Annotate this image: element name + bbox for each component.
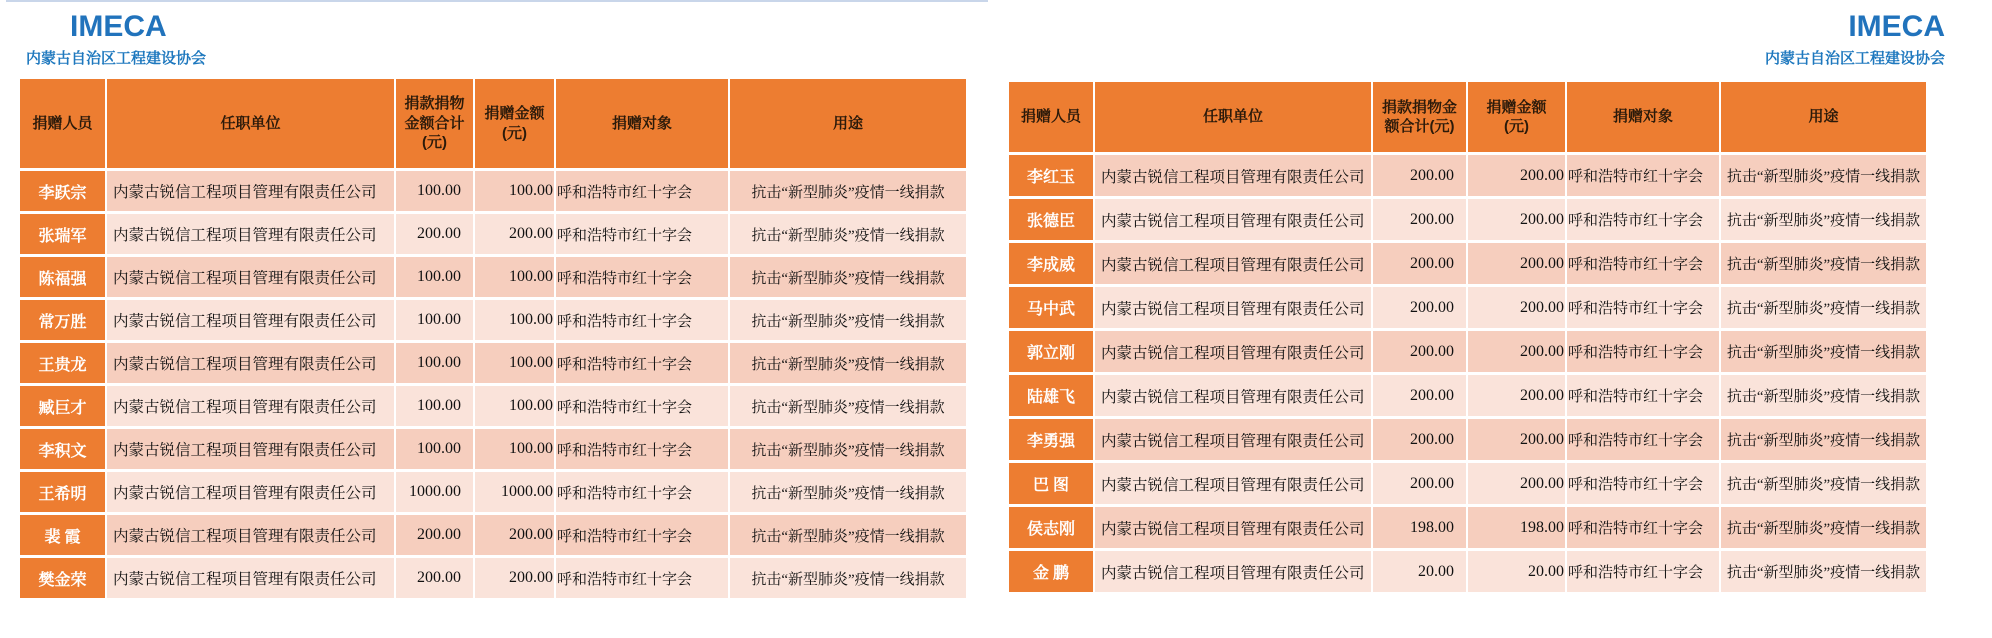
table-row xyxy=(20,214,966,254)
table-row xyxy=(20,386,966,426)
left-panel-top-border xyxy=(6,0,988,2)
donor-name-cell: 李勇强 xyxy=(1009,419,1093,460)
col-header-target: 捐赠对象 xyxy=(556,79,728,168)
unit-cell: 内蒙古锐信工程项目管理有限责任公司 xyxy=(1095,287,1371,328)
unit-cell: 内蒙古锐信工程项目管理有限责任公司 xyxy=(107,343,394,383)
table-row xyxy=(20,257,966,297)
target-cell: 呼和浩特市红十字会 xyxy=(1567,199,1719,240)
col-header-total: 捐款捐物金额合计(元) xyxy=(1373,82,1466,152)
purpose-cell: 抗击“新型肺炎”疫情一线捐款 xyxy=(730,558,966,598)
total-amount-cell: 200.00 xyxy=(1373,155,1466,196)
donation-amount-cell: 200.00 xyxy=(1468,375,1565,416)
target-cell: 呼和浩特市红十字会 xyxy=(1567,243,1719,284)
total-amount-cell: 198.00 xyxy=(1373,507,1466,548)
target-cell: 呼和浩特市红十字会 xyxy=(1567,551,1719,592)
logo-subtitle: 内蒙古自治区工程建设协会 xyxy=(26,50,207,67)
unit-cell: 内蒙古锐信工程项目管理有限责任公司 xyxy=(1095,507,1371,548)
total-amount-cell: 20.00 xyxy=(1373,551,1466,592)
imeca-logo-left xyxy=(0,12,500,66)
purpose-cell: 抗击“新型肺炎”疫情一线捐款 xyxy=(1721,507,1926,548)
total-amount-cell: 200.00 xyxy=(1373,243,1466,284)
target-cell: 呼和浩特市红十字会 xyxy=(556,214,728,254)
unit-cell: 内蒙古锐信工程项目管理有限责任公司 xyxy=(107,214,394,254)
donation-amount-cell: 200.00 xyxy=(475,214,554,254)
donation-amount-cell: 100.00 xyxy=(475,386,554,426)
donation-amount-cell: 200.00 xyxy=(1468,287,1565,328)
total-amount-cell: 200.00 xyxy=(396,515,473,555)
col-header-target: 捐赠对象 xyxy=(1567,82,1719,152)
target-cell: 呼和浩特市红十字会 xyxy=(556,386,728,426)
purpose-cell: 抗击“新型肺炎”疫情一线捐款 xyxy=(730,343,966,383)
purpose-cell: 抗击“新型肺炎”疫情一线捐款 xyxy=(730,171,966,211)
donor-name-cell: 张德臣 xyxy=(1009,199,1093,240)
donation-amount-cell: 1000.00 xyxy=(475,472,554,512)
target-cell: 呼和浩特市红十字会 xyxy=(556,429,728,469)
donor-name-cell: 裴 霞 xyxy=(20,515,105,555)
unit-cell: 内蒙古锐信工程项目管理有限责任公司 xyxy=(1095,551,1371,592)
purpose-cell: 抗击“新型肺炎”疫情一线捐款 xyxy=(1721,287,1926,328)
table-row xyxy=(1009,419,1926,460)
donor-name-cell: 张瑞军 xyxy=(20,214,105,254)
logo-title: IMECA xyxy=(1848,10,1945,43)
unit-cell: 内蒙古锐信工程项目管理有限责任公司 xyxy=(1095,331,1371,372)
total-amount-cell: 100.00 xyxy=(396,171,473,211)
col-header-purpose: 用途 xyxy=(1721,82,1926,152)
donation-amount-cell: 200.00 xyxy=(1468,331,1565,372)
unit-cell: 内蒙古锐信工程项目管理有限责任公司 xyxy=(107,558,394,598)
unit-cell: 内蒙古锐信工程项目管理有限责任公司 xyxy=(1095,463,1371,504)
donor-name-cell: 郭立刚 xyxy=(1009,331,1093,372)
unit-cell: 内蒙古锐信工程项目管理有限责任公司 xyxy=(1095,419,1371,460)
purpose-cell: 抗击“新型肺炎”疫情一线捐款 xyxy=(1721,551,1926,592)
right-table-header-row xyxy=(1009,82,1926,152)
total-amount-cell: 1000.00 xyxy=(396,472,473,512)
total-amount-cell: 100.00 xyxy=(396,343,473,383)
col-header-amount: 捐赠金额(元) xyxy=(1468,82,1565,152)
purpose-cell: 抗击“新型肺炎”疫情一线捐款 xyxy=(730,257,966,297)
donor-name-cell: 常万胜 xyxy=(20,300,105,340)
target-cell: 呼和浩特市红十字会 xyxy=(1567,375,1719,416)
target-cell: 呼和浩特市红十字会 xyxy=(556,472,728,512)
donation-amount-cell: 200.00 xyxy=(475,558,554,598)
table-row xyxy=(20,558,966,598)
donation-amount-cell: 200.00 xyxy=(1468,155,1565,196)
total-amount-cell: 100.00 xyxy=(396,257,473,297)
target-cell: 呼和浩特市红十字会 xyxy=(1567,463,1719,504)
donor-name-cell: 李积文 xyxy=(20,429,105,469)
donation-amount-cell: 200.00 xyxy=(1468,463,1565,504)
donation-amount-cell: 200.00 xyxy=(1468,243,1565,284)
unit-cell: 内蒙古锐信工程项目管理有限责任公司 xyxy=(107,429,394,469)
col-header-amount: 捐赠金额(元) xyxy=(475,79,554,168)
donor-name-cell: 樊金荣 xyxy=(20,558,105,598)
total-amount-cell: 200.00 xyxy=(1373,287,1466,328)
table-row xyxy=(1009,331,1926,372)
unit-cell: 内蒙古锐信工程项目管理有限责任公司 xyxy=(107,171,394,211)
total-amount-cell: 200.00 xyxy=(396,558,473,598)
purpose-cell: 抗击“新型肺炎”疫情一线捐款 xyxy=(730,429,966,469)
unit-cell: 内蒙古锐信工程项目管理有限责任公司 xyxy=(107,472,394,512)
unit-cell: 内蒙古锐信工程项目管理有限责任公司 xyxy=(1095,199,1371,240)
donor-name-cell: 李红玉 xyxy=(1009,155,1093,196)
target-cell: 呼和浩特市红十字会 xyxy=(556,300,728,340)
purpose-cell: 抗击“新型肺炎”疫情一线捐款 xyxy=(1721,199,1926,240)
donor-name-cell: 李跃宗 xyxy=(20,171,105,211)
col-header-unit: 任职单位 xyxy=(1095,82,1371,152)
donor-name-cell: 李成威 xyxy=(1009,243,1093,284)
target-cell: 呼和浩特市红十字会 xyxy=(1567,155,1719,196)
col-header-unit: 任职单位 xyxy=(107,79,394,168)
table-row xyxy=(20,300,966,340)
donor-name-cell: 陆雄飞 xyxy=(1009,375,1093,416)
total-amount-cell: 200.00 xyxy=(1373,331,1466,372)
unit-cell: 内蒙古锐信工程项目管理有限责任公司 xyxy=(1095,375,1371,416)
unit-cell: 内蒙古锐信工程项目管理有限责任公司 xyxy=(107,386,394,426)
col-header-total: 捐款捐物金额合计(元) xyxy=(396,79,473,168)
donor-name-cell: 马中武 xyxy=(1009,287,1093,328)
total-amount-cell: 100.00 xyxy=(396,300,473,340)
unit-cell: 内蒙古锐信工程项目管理有限责任公司 xyxy=(1095,243,1371,284)
logo-title: IMECA xyxy=(70,10,167,43)
table-row xyxy=(1009,463,1926,504)
donor-name-cell: 巴 图 xyxy=(1009,463,1093,504)
unit-cell: 内蒙古锐信工程项目管理有限责任公司 xyxy=(107,515,394,555)
purpose-cell: 抗击“新型肺炎”疫情一线捐款 xyxy=(1721,463,1926,504)
total-amount-cell: 100.00 xyxy=(396,386,473,426)
purpose-cell: 抗击“新型肺炎”疫情一线捐款 xyxy=(1721,155,1926,196)
donor-name-cell: 金 鹏 xyxy=(1009,551,1093,592)
target-cell: 呼和浩特市红十字会 xyxy=(556,343,728,383)
table-row xyxy=(1009,199,1926,240)
total-amount-cell: 200.00 xyxy=(1373,463,1466,504)
donor-name-cell: 陈福强 xyxy=(20,257,105,297)
table-row xyxy=(1009,155,1926,196)
target-cell: 呼和浩特市红十字会 xyxy=(556,558,728,598)
target-cell: 呼和浩特市红十字会 xyxy=(1567,287,1719,328)
donor-name-cell: 王希明 xyxy=(20,472,105,512)
col-header-donor: 捐赠人员 xyxy=(20,79,105,168)
purpose-cell: 抗击“新型肺炎”疫情一线捐款 xyxy=(1721,331,1926,372)
logo-subtitle: 内蒙古自治区工程建设协会 xyxy=(1764,50,1945,67)
table-row xyxy=(1009,551,1926,592)
purpose-cell: 抗击“新型肺炎”疫情一线捐款 xyxy=(730,386,966,426)
purpose-cell: 抗击“新型肺炎”疫情一线捐款 xyxy=(730,214,966,254)
col-header-purpose: 用途 xyxy=(730,79,966,168)
donation-amount-cell: 20.00 xyxy=(1468,551,1565,592)
donation-amount-cell: 200.00 xyxy=(1468,419,1565,460)
donation-amount-cell: 100.00 xyxy=(475,343,554,383)
table-row xyxy=(1009,287,1926,328)
donor-name-cell: 臧巨才 xyxy=(20,386,105,426)
purpose-cell: 抗击“新型肺炎”疫情一线捐款 xyxy=(730,300,966,340)
table-row xyxy=(20,515,966,555)
purpose-cell: 抗击“新型肺炎”疫情一线捐款 xyxy=(1721,375,1926,416)
total-amount-cell: 200.00 xyxy=(1373,375,1466,416)
table-row xyxy=(1009,375,1926,416)
total-amount-cell: 200.00 xyxy=(1373,199,1466,240)
purpose-cell: 抗击“新型肺炎”疫情一线捐款 xyxy=(1721,243,1926,284)
donor-name-cell: 侯志刚 xyxy=(1009,507,1093,548)
table-row xyxy=(20,343,966,383)
total-amount-cell: 200.00 xyxy=(1373,419,1466,460)
target-cell: 呼和浩特市红十字会 xyxy=(1567,419,1719,460)
target-cell: 呼和浩特市红十字会 xyxy=(556,171,728,211)
unit-cell: 内蒙古锐信工程项目管理有限责任公司 xyxy=(1095,155,1371,196)
table-row xyxy=(1009,507,1926,548)
left-table-header-row xyxy=(20,79,966,168)
col-header-donor: 捐赠人员 xyxy=(1009,82,1093,152)
donation-amount-cell: 100.00 xyxy=(475,429,554,469)
purpose-cell: 抗击“新型肺炎”疫情一线捐款 xyxy=(1721,419,1926,460)
donation-amount-cell: 100.00 xyxy=(475,257,554,297)
purpose-cell: 抗击“新型肺炎”疫情一线捐款 xyxy=(730,472,966,512)
donation-amount-cell: 200.00 xyxy=(1468,199,1565,240)
target-cell: 呼和浩特市红十字会 xyxy=(1567,331,1719,372)
target-cell: 呼和浩特市红十字会 xyxy=(556,257,728,297)
table-row xyxy=(20,472,966,512)
donation-amount-cell: 100.00 xyxy=(475,300,554,340)
imeca-logo-right xyxy=(1445,12,1945,66)
donor-name-cell: 王贵龙 xyxy=(20,343,105,383)
unit-cell: 内蒙古锐信工程项目管理有限责任公司 xyxy=(107,257,394,297)
total-amount-cell: 200.00 xyxy=(396,214,473,254)
table-row xyxy=(20,429,966,469)
target-cell: 呼和浩特市红十字会 xyxy=(1567,507,1719,548)
right-donation-table xyxy=(1007,79,1928,595)
table-row xyxy=(1009,243,1926,284)
table-row xyxy=(20,171,966,211)
donation-amount-cell: 198.00 xyxy=(1468,507,1565,548)
purpose-cell: 抗击“新型肺炎”疫情一线捐款 xyxy=(730,515,966,555)
total-amount-cell: 100.00 xyxy=(396,429,473,469)
donation-amount-cell: 200.00 xyxy=(475,515,554,555)
target-cell: 呼和浩特市红十字会 xyxy=(556,515,728,555)
unit-cell: 内蒙古锐信工程项目管理有限责任公司 xyxy=(107,300,394,340)
left-donation-table xyxy=(18,76,968,601)
donation-amount-cell: 100.00 xyxy=(475,171,554,211)
